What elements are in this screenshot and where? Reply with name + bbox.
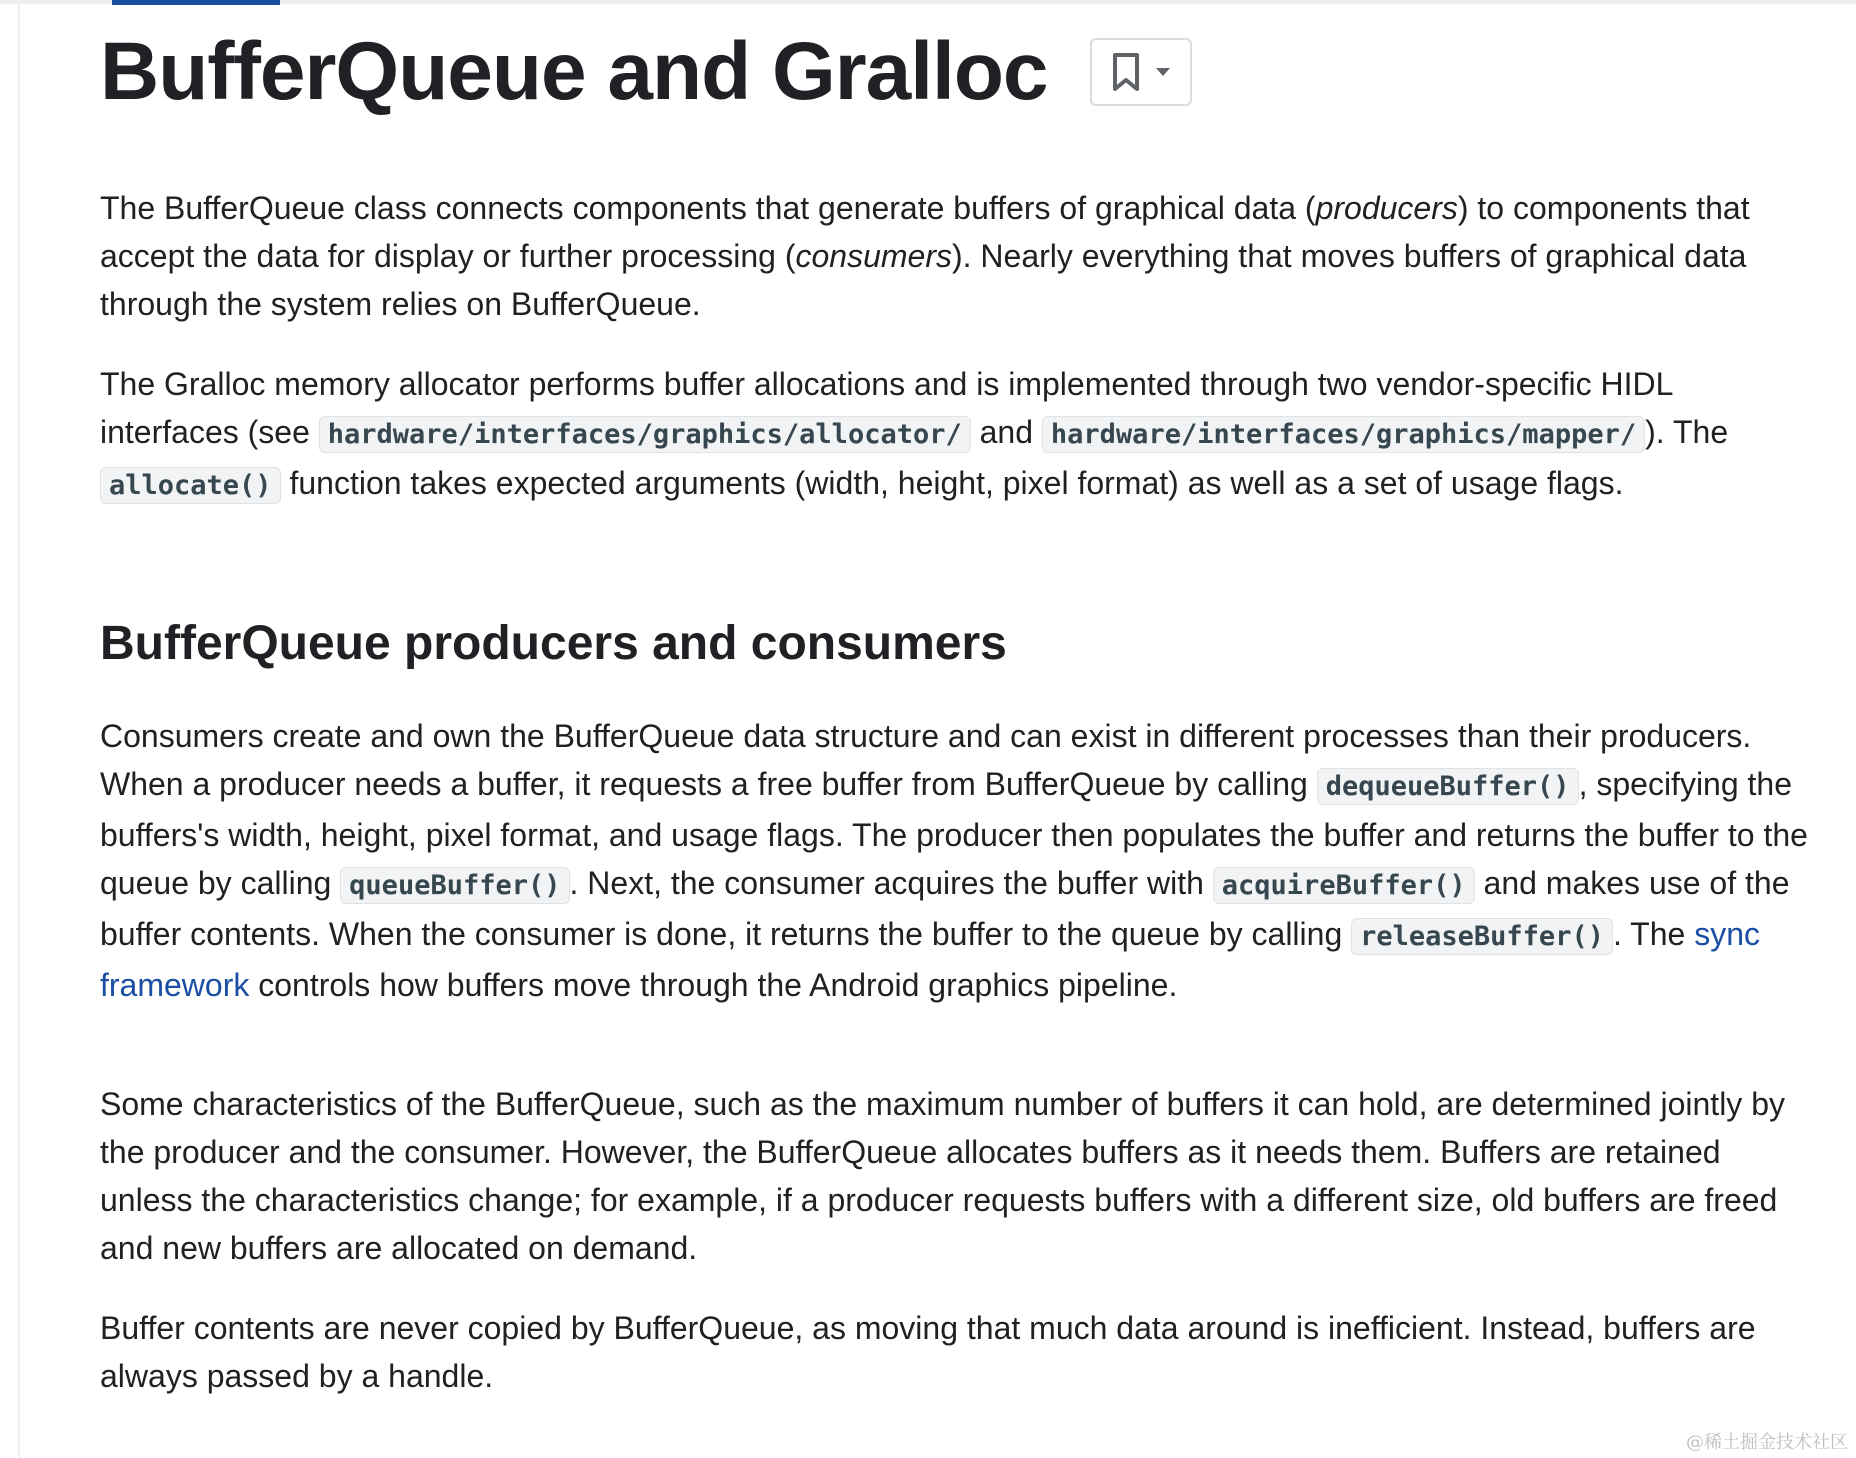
- bookmark-button[interactable]: [1090, 38, 1192, 106]
- sync-framework-link[interactable]: sync framework: [100, 916, 1760, 1003]
- code-release-buffer: releaseBuffer(): [1351, 918, 1613, 955]
- code-queue-buffer: queueBuffer(): [340, 867, 569, 904]
- text: . Next, the consumer acquires the buffer with: [569, 865, 1213, 901]
- code-mapper-path: hardware/interfaces/graphics/mapper/: [1042, 416, 1645, 453]
- buffer-contents-paragraph: Buffer contents are never copied by BufferQueue, as moving that much data around is inefficient. Instead, buffers are always passed by a handle.: [100, 1310, 1756, 1394]
- text: Consumers create and own the BufferQueue data structure and can exist in different processes than their producers. When a producer needs a buffer, it requests a free buffer from BufferQueue by calling: [100, 718, 1752, 802]
- emphasis-consumers: consumers: [795, 238, 952, 274]
- code-allocate: allocate(): [100, 467, 281, 504]
- section-heading: BufferQueue producers and consumers: [100, 617, 1007, 670]
- caret-down-icon: [1155, 67, 1171, 77]
- watermark: @稀土掘金技术社区: [1686, 1432, 1848, 1453]
- text: and makes use of the buffer contents. When the consumer is done, it returns the buffer to the queue by calling: [100, 865, 1790, 952]
- text: ). Nearly everything that moves buffers of graphical data through the system relies on BufferQueue.: [100, 238, 1747, 322]
- gralloc-paragraph: [100, 360, 1810, 510]
- text: ) to components that accept the data for display or further processing (: [100, 190, 1750, 274]
- emphasis-producers: producers: [1315, 190, 1458, 226]
- producers-consumers-paragraph: [100, 712, 1810, 1009]
- code-dequeue-buffer: dequeueBuffer(): [1317, 768, 1579, 805]
- text: The BufferQueue class connects components that generate buffers of graphical data (: [100, 190, 1316, 226]
- intro-paragraph: [100, 184, 1810, 328]
- text: . The: [1612, 916, 1695, 952]
- bookmark-icon: [1111, 52, 1141, 92]
- characteristics-paragraph: Some characteristics of the BufferQueue, such as the maximum number of buffers it can hold, are determined jointly by the producer and the consumer. However, the BufferQueue allocates buffers as it needs them. Buffers are retained unless the characteristics change; for example, if a producer requests buffers with a different size, old buffers are freed and new buffers are allocated on demand.: [100, 1086, 1785, 1266]
- title-row: [100, 24, 1192, 120]
- left-sidebar-border: [18, 0, 20, 1458]
- page-title: BufferQueue and Gralloc: [100, 26, 1048, 117]
- text: , specifying the buffers's width, height, pixel format, and usage flags. The producer then populates the buffer and returns the buffer to the queue by calling: [100, 766, 1808, 901]
- code-acquire-buffer: acquireBuffer(): [1213, 867, 1475, 904]
- text: function takes expected arguments (width, height, pixel format) as well as a set of usage flags.: [280, 465, 1624, 501]
- text: controls how buffers move through the Android graphics pipeline.: [249, 967, 1178, 1003]
- code-allocator-path: hardware/interfaces/graphics/allocator/: [319, 416, 971, 453]
- text: The Gralloc memory allocator performs buffer allocations and is implemented through two vendor-specific HIDL interfaces (see: [100, 366, 1673, 450]
- text: ). The: [1645, 414, 1729, 450]
- text: and: [970, 414, 1042, 450]
- active-tab-indicator: [112, 0, 280, 5]
